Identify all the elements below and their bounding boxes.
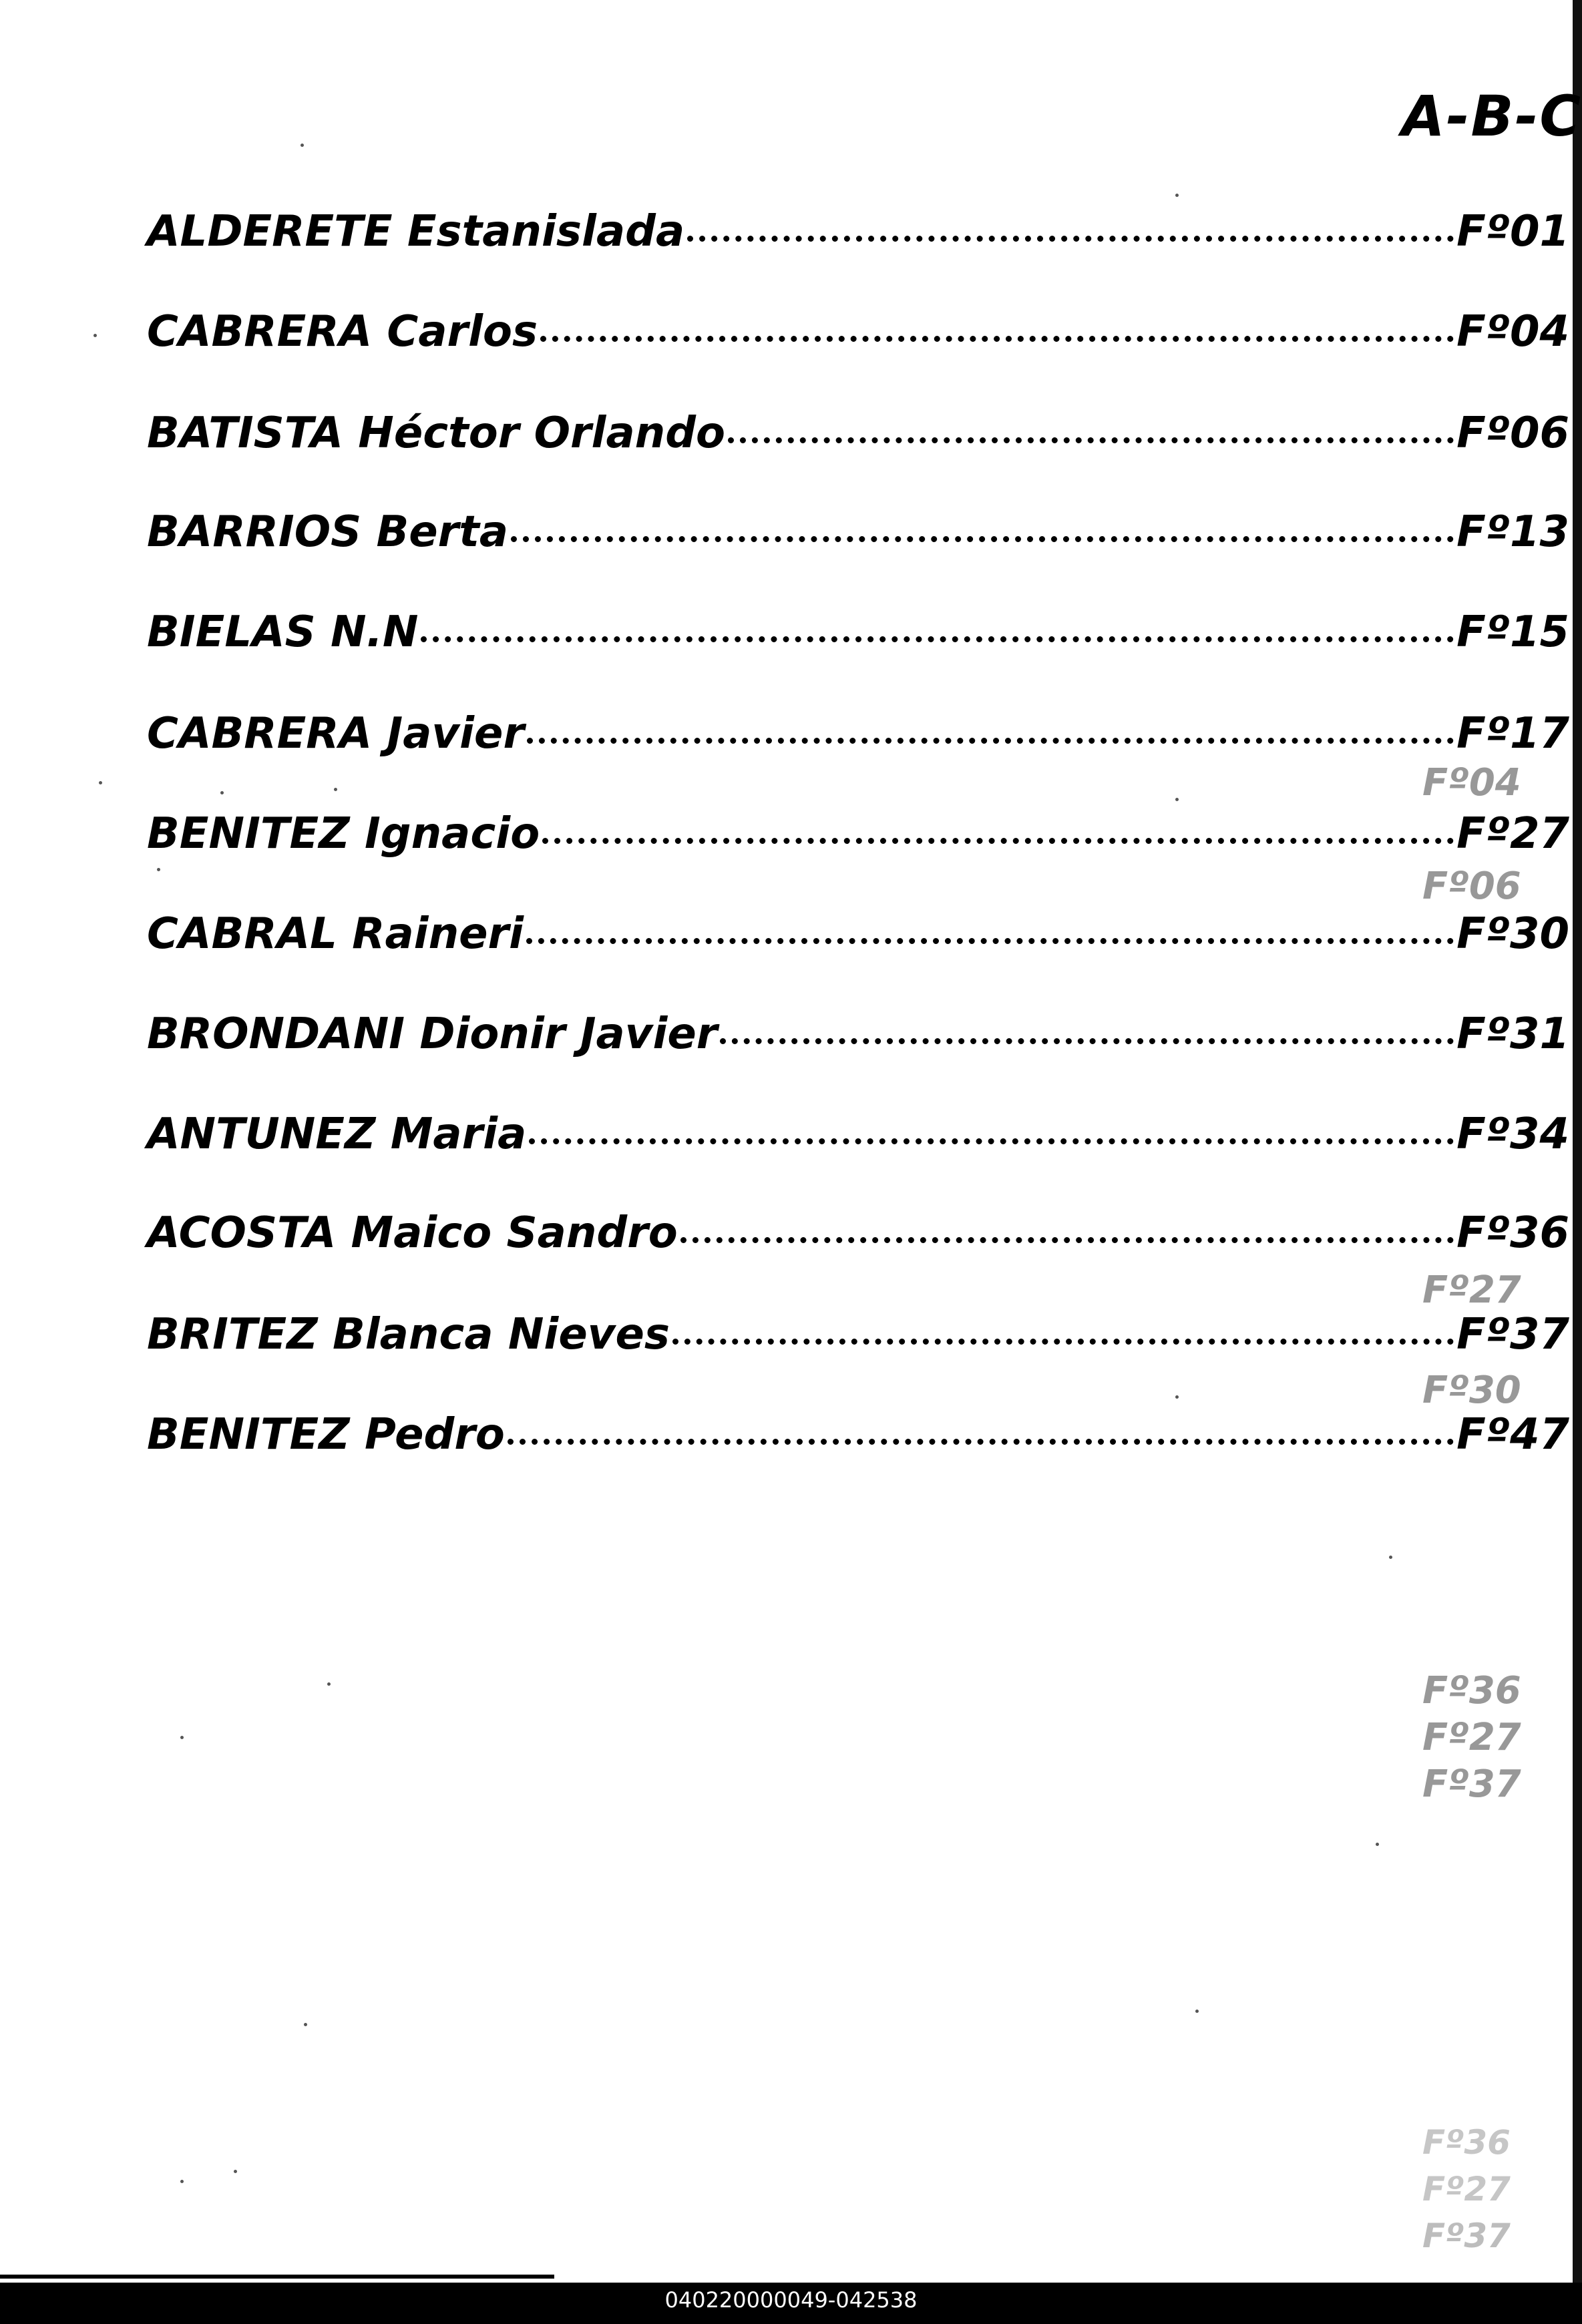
show-through-folio: Fº36	[1422, 1669, 1521, 1712]
dot-leader	[526, 937, 1454, 944]
show-through-folio: Fº27	[1422, 1716, 1521, 1759]
entry-name: CABRAL Raineri	[147, 909, 524, 959]
entry-name: BATISTA Héctor Orlando	[147, 409, 725, 458]
scan-speck	[1175, 1395, 1179, 1399]
scan-speck	[180, 1736, 184, 1739]
dot-leader	[508, 1438, 1454, 1445]
scan-speck	[327, 1682, 331, 1686]
dot-leader	[728, 437, 1454, 443]
dot-leader	[672, 1338, 1454, 1345]
show-through-folio: Fº37	[1422, 1763, 1521, 1806]
dot-leader	[540, 335, 1454, 342]
scan-speck	[1389, 1556, 1392, 1559]
index-entry	[147, 909, 1569, 969]
entry-folio: Fº47	[1456, 1410, 1569, 1459]
entry-name: BENITEZ Pedro	[147, 1410, 505, 1459]
scan-speck	[1376, 1843, 1379, 1846]
index-entry	[147, 1110, 1569, 1170]
index-entry	[147, 1310, 1569, 1370]
index-entry	[147, 207, 1569, 267]
dot-leader	[511, 535, 1454, 542]
dot-leader	[680, 1236, 1454, 1243]
entry-name: CABRERA Carlos	[147, 307, 538, 357]
entry-name: ACOSTA Maico Sandro	[147, 1208, 678, 1258]
index-entry	[147, 307, 1569, 367]
entry-name: BRONDANI Dionir Javier	[147, 1009, 718, 1059]
dot-leader	[542, 837, 1454, 844]
entry-folio: Fº15	[1456, 608, 1569, 657]
scan-speck	[301, 144, 304, 147]
show-through-folio: Fº37	[1422, 2217, 1511, 2255]
show-through-folio: Fº36	[1422, 2123, 1511, 2162]
show-through-folio: Fº27	[1422, 2170, 1511, 2209]
entry-folio: Fº17	[1456, 709, 1569, 758]
entry-name: BARRIOS Berta	[147, 507, 508, 557]
show-through-folio: Fº27	[1422, 1268, 1521, 1312]
scan-speck	[1195, 2010, 1199, 2013]
index-entry	[147, 608, 1569, 668]
scan-speck	[220, 791, 224, 794]
entry-name: ALDERETE Estanislada	[147, 207, 685, 256]
entry-folio: Fº30	[1456, 909, 1569, 959]
entry-name: ANTUNEZ Maria	[147, 1110, 527, 1159]
show-through-folio: Fº04	[1422, 761, 1521, 804]
scan-speck	[93, 334, 97, 337]
entry-folio: Fº27	[1456, 809, 1569, 859]
entry-folio: Fº36	[1456, 1208, 1569, 1258]
entry-folio: Fº13	[1456, 507, 1569, 557]
show-through-folio: Fº06	[1422, 865, 1521, 908]
entry-folio: Fº01	[1456, 207, 1569, 256]
entry-folio: Fº37	[1456, 1310, 1569, 1359]
index-entry	[147, 409, 1569, 469]
dot-leader	[720, 1037, 1454, 1044]
scan-speck	[334, 788, 337, 791]
scan-speck	[1175, 194, 1179, 197]
entry-folio: Fº34	[1456, 1110, 1569, 1159]
entry-name: BIELAS N.N	[147, 608, 419, 657]
scan-speck	[234, 2170, 237, 2173]
dot-leader	[421, 636, 1454, 642]
entry-name: BENITEZ Ignacio	[147, 809, 540, 859]
entry-folio: Fº31	[1456, 1009, 1569, 1059]
dot-leader	[529, 1138, 1454, 1144]
document-barcode-text: 040220000049-042538	[664, 2287, 918, 2313]
section-heading: A-B-C	[1401, 83, 1582, 149]
scan-speck	[157, 868, 160, 871]
entry-folio: Fº04	[1456, 307, 1569, 357]
entry-name: CABRERA Javier	[147, 709, 524, 758]
scan-speck	[304, 2023, 307, 2026]
show-through-folio: Fº30	[1422, 1369, 1521, 1412]
scan-speck	[180, 2180, 184, 2183]
index-entry	[147, 507, 1569, 567]
index-entry	[147, 1208, 1569, 1268]
scan-speck	[1175, 798, 1179, 801]
bottom-rule	[0, 2275, 554, 2279]
index-entry	[147, 809, 1569, 869]
entry-name: BRITEZ Blanca Nieves	[147, 1310, 670, 1359]
index-entry	[147, 1009, 1569, 1070]
dot-leader	[687, 235, 1454, 242]
dot-leader	[527, 737, 1454, 744]
scan-speck	[99, 781, 102, 784]
index-entry	[147, 709, 1569, 769]
index-entry	[147, 1410, 1569, 1470]
entry-folio: Fº06	[1456, 409, 1569, 458]
